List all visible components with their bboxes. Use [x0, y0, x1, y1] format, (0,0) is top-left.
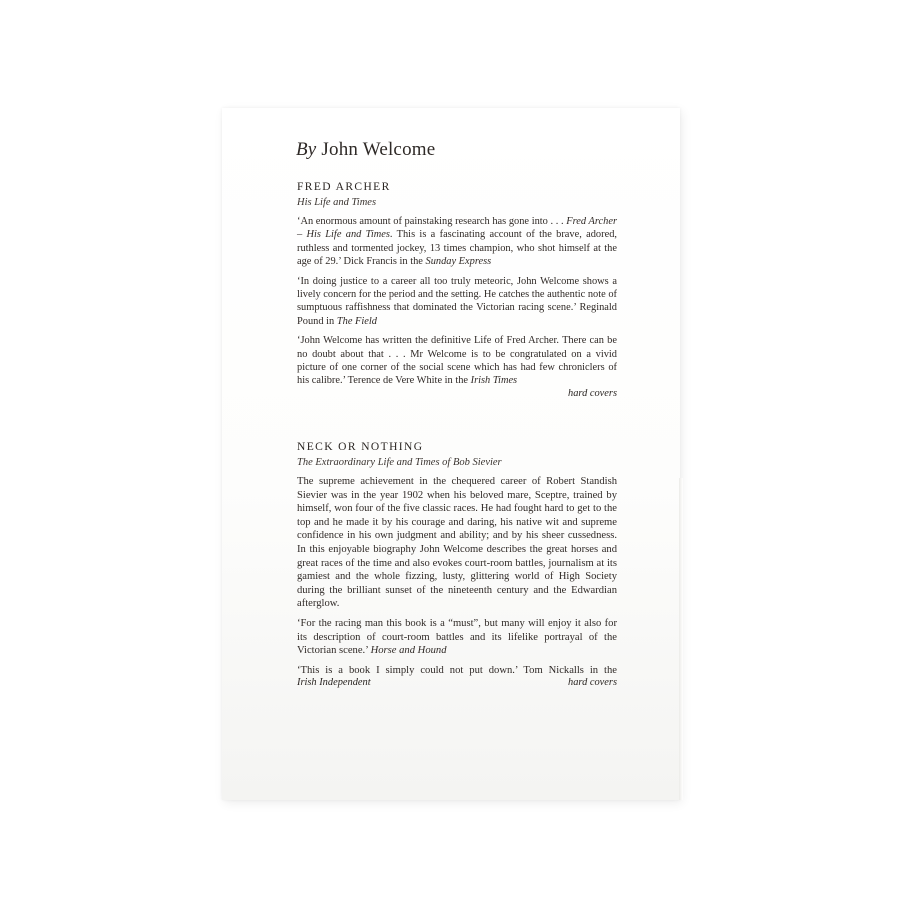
book-title: FRED ARCHER	[297, 181, 391, 193]
book-entry-fred-archer	[297, 180, 617, 400]
review-text: ‘An enormous amount of painstaking research has gone into . . .	[297, 216, 567, 227]
book-subtitle: His Life and Times	[297, 197, 377, 208]
review-text: ‘For the racing man this book is a “must”, but many will enjoy it also for its description of court-room battles and its lifelike portrayal of the Victorian scene.’	[297, 617, 617, 657]
review-text: ‘In doing justice to a career all too truly meteoric, John Welcome shows a lively concern for the period and the setting. He catches the authentic note of sumptuous raffishness that dominated the Victorian racing scene.’ Reginald Pound in	[297, 275, 617, 327]
review-source: Sunday Express	[425, 256, 492, 268]
book-description: The supreme achievement in the chequered career of Robert Standish Sievier was in the year 1902 when his beloved mare, Sceptre, trained by himself, won four of the five classic races. He had fought hard to get to the top and he made it by his courage and daring, his native wit and supreme confidence in his own judgment and ability; and by his sheer cussedness. In this enjoyable biography John Welcome describes the great horses and great races of the time and also evokes court-room battles, journalism at its gamiest and the whole fizzing, lusty, glittering world of High Society during the brilliant sunset of the nineteenth century and the Edwardian afterglow.	[297, 476, 617, 610]
review-quote	[297, 617, 617, 658]
heading-by: By	[296, 139, 317, 160]
book-format: hard covers	[568, 677, 617, 689]
review-text: ‘John Welcome has written the definitive Life of Fred Archer. There can be no doubt about that . . . Mr Welcome is to be congratulated on a vivid picture of one corner of the social scene which has had few chroniclers of his calibre.’ Terence de Vere White in the	[297, 335, 617, 387]
review-closing-row	[297, 677, 617, 690]
book-entry-neck-or-nothing	[297, 440, 617, 690]
review-source: Irish Times	[470, 375, 518, 387]
review-source: Irish Independent	[297, 677, 371, 689]
book-page	[222, 108, 680, 800]
review-quote	[297, 664, 617, 678]
review-text: . This is a fascinating account of the brave, adored, ruthless and tormented jockey, 13 times champion, who shot himself at the age of 29.’ Dick Francis in the	[297, 229, 617, 268]
review-text: ‘This is a book I simply could not put down.’ Tom Nickalls in the	[297, 664, 617, 676]
review-quote	[297, 334, 617, 388]
heading-author: John Welcome	[321, 139, 436, 160]
review-quote	[297, 215, 617, 269]
page-heading	[296, 139, 435, 161]
review-source: The Field	[336, 315, 377, 327]
book-format: hard covers	[568, 387, 617, 399]
review-source: Horse and Hound	[370, 645, 447, 657]
book-subtitle: The Extraordinary Life and Times of Bob Sievier	[297, 457, 502, 468]
review-book-title: Fred Archer – His Life and Times	[297, 216, 617, 241]
book-title: NECK OR NOTHING	[297, 441, 424, 453]
review-quote	[297, 275, 617, 329]
page-edge-shadow	[679, 478, 683, 800]
